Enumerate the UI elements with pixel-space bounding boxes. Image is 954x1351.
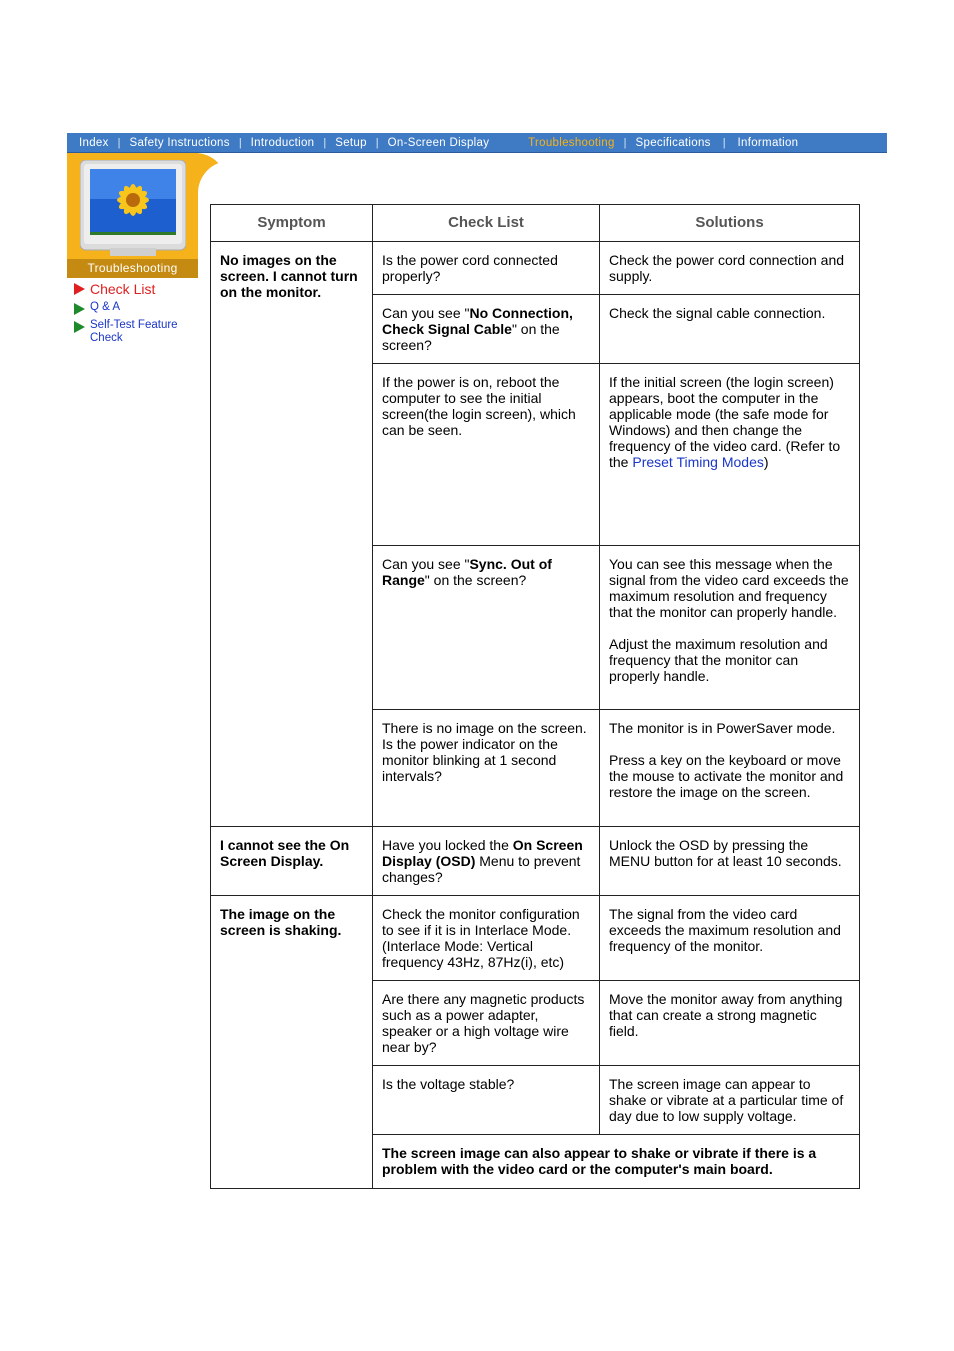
sidebar-links [74, 281, 199, 349]
sidebar-item-label[interactable]: Q & A [90, 301, 121, 313]
solution-cell [600, 546, 860, 710]
solution-paragraph: Press a key on the keyboard or move the mouse to activate the monitor and restore the image on the screen. [609, 752, 844, 800]
nav-separator: | [323, 136, 327, 149]
sidebar-item-q-and-a[interactable] [74, 301, 199, 315]
arrow-icon [74, 321, 85, 333]
table-row [211, 242, 860, 295]
nav-specifications[interactable]: Specifications [635, 136, 711, 149]
sidebar-item-self-test[interactable] [74, 319, 199, 345]
table-row [211, 827, 860, 896]
check-cell: Is the voltage stable? [373, 1066, 600, 1135]
nav-separator: | [375, 136, 379, 149]
solution-cell: Check the power cord connection and supply. [600, 242, 860, 295]
nav-on-screen-display[interactable]: On-Screen Display [387, 136, 490, 149]
check-text: Can you see " [382, 556, 470, 572]
solution-cell: Check the signal cable connection. [600, 295, 860, 364]
solution-cell: Move the monitor away from anything that can create a strong magnetic field. [600, 981, 860, 1066]
check-bold-text: Sync. Out of Range [382, 556, 552, 588]
arrow-icon [74, 283, 85, 295]
nav-separator: | [117, 136, 121, 149]
check-bold-text: On Screen Display (OSD) [382, 837, 583, 869]
solution-cell: Unlock the OSD by pressing the MENU button for at least 10 seconds. [600, 827, 860, 896]
check-cell: There is no image on the screen. Is the power indicator on the monitor blinking at 1 second intervals? [373, 710, 600, 827]
check-bold-text: No Connection, Check Signal Cable [382, 305, 573, 337]
sidebar-item-label[interactable]: Self-Test Feature Check [90, 319, 178, 344]
table-header-row [211, 205, 860, 242]
solution-cell [600, 364, 860, 546]
check-cell: If the power is on, reboot the computer to see the initial screen(the login screen), which can be seen. [373, 364, 600, 546]
symptom-cell: I cannot see the On Screen Display. [211, 827, 373, 896]
header-check-list: Check List [373, 205, 600, 242]
check-cell: Check the monitor configuration to see if it is in Interlace Mode. (Interlace Mode: Vertical frequency 43Hz, 87Hz(i), etc) [373, 896, 600, 981]
note-cell: The screen image can also appear to shake or vibrate if there is a problem with the video card or the computer's main board. [373, 1135, 860, 1189]
check-text: Have you locked the [382, 837, 513, 853]
nav-information[interactable]: Information [737, 136, 799, 149]
nav-setup[interactable]: Setup [335, 136, 367, 149]
nav-index[interactable]: Index [79, 136, 109, 149]
check-text: " on the screen? [424, 572, 527, 588]
symptom-cell: The image on the screen is shaking. [211, 896, 373, 1189]
check-text: Can you see " [382, 305, 470, 321]
nav-separator: | [623, 136, 627, 149]
solution-text: ) [763, 454, 769, 470]
arrow-icon [74, 303, 85, 315]
monitor-sunflower-icon [80, 160, 186, 257]
preset-timing-modes-link[interactable]: Preset Timing Modes [632, 454, 764, 470]
solution-paragraph: You can see this message when the signal from the video card exceeds the maximum resolution and frequency that the monitor can properly handle. [609, 556, 849, 620]
nav-safety-instructions[interactable]: Safety Instructions [129, 136, 230, 149]
check-cell [373, 827, 600, 896]
symptom-cell: No images on the screen. I cannot turn on the monitor. [211, 242, 373, 827]
solution-text: If the initial screen (the login screen) appears, boot the computer in the applicable mode (the safe mode for Windows) and then change the frequency of the video card. (Refer to the [609, 374, 841, 470]
solution-paragraph: Adjust the maximum resolution and frequency that the monitor can properly handle. [609, 636, 828, 684]
top-nav [67, 133, 887, 153]
nav-separator: | [238, 136, 242, 149]
check-cell [373, 295, 600, 364]
header-symptom: Symptom [211, 205, 373, 242]
solution-cell: The screen image can appear to shake or vibrate at a particular time of day due to low supply voltage. [600, 1066, 860, 1135]
header-solutions: Solutions [600, 205, 860, 242]
solution-paragraph: The monitor is in PowerSaver mode. [609, 720, 836, 736]
troubleshooting-table [210, 204, 860, 1189]
sidebar-item-check-list[interactable] [74, 281, 199, 297]
check-cell: Are there any magnetic products such as a power adapter, speaker or a high voltage wire near by? [373, 981, 600, 1066]
check-text: " on the screen? [382, 321, 560, 353]
nav-troubleshooting[interactable]: Troubleshooting [528, 136, 615, 149]
solution-cell [600, 710, 860, 827]
table-row [211, 896, 860, 981]
check-cell [373, 546, 600, 710]
solution-cell: The signal from the video card exceeds the maximum resolution and frequency of the monitor. [600, 896, 860, 981]
sidebar-section-label: Troubleshooting [67, 259, 198, 278]
check-text: Menu to prevent changes? [382, 853, 581, 885]
sidebar-item-label[interactable]: Check List [90, 281, 156, 297]
nav-separator: | [722, 136, 726, 149]
check-cell: Is the power cord connected properly? [373, 242, 600, 295]
nav-introduction[interactable]: Introduction [250, 136, 315, 149]
